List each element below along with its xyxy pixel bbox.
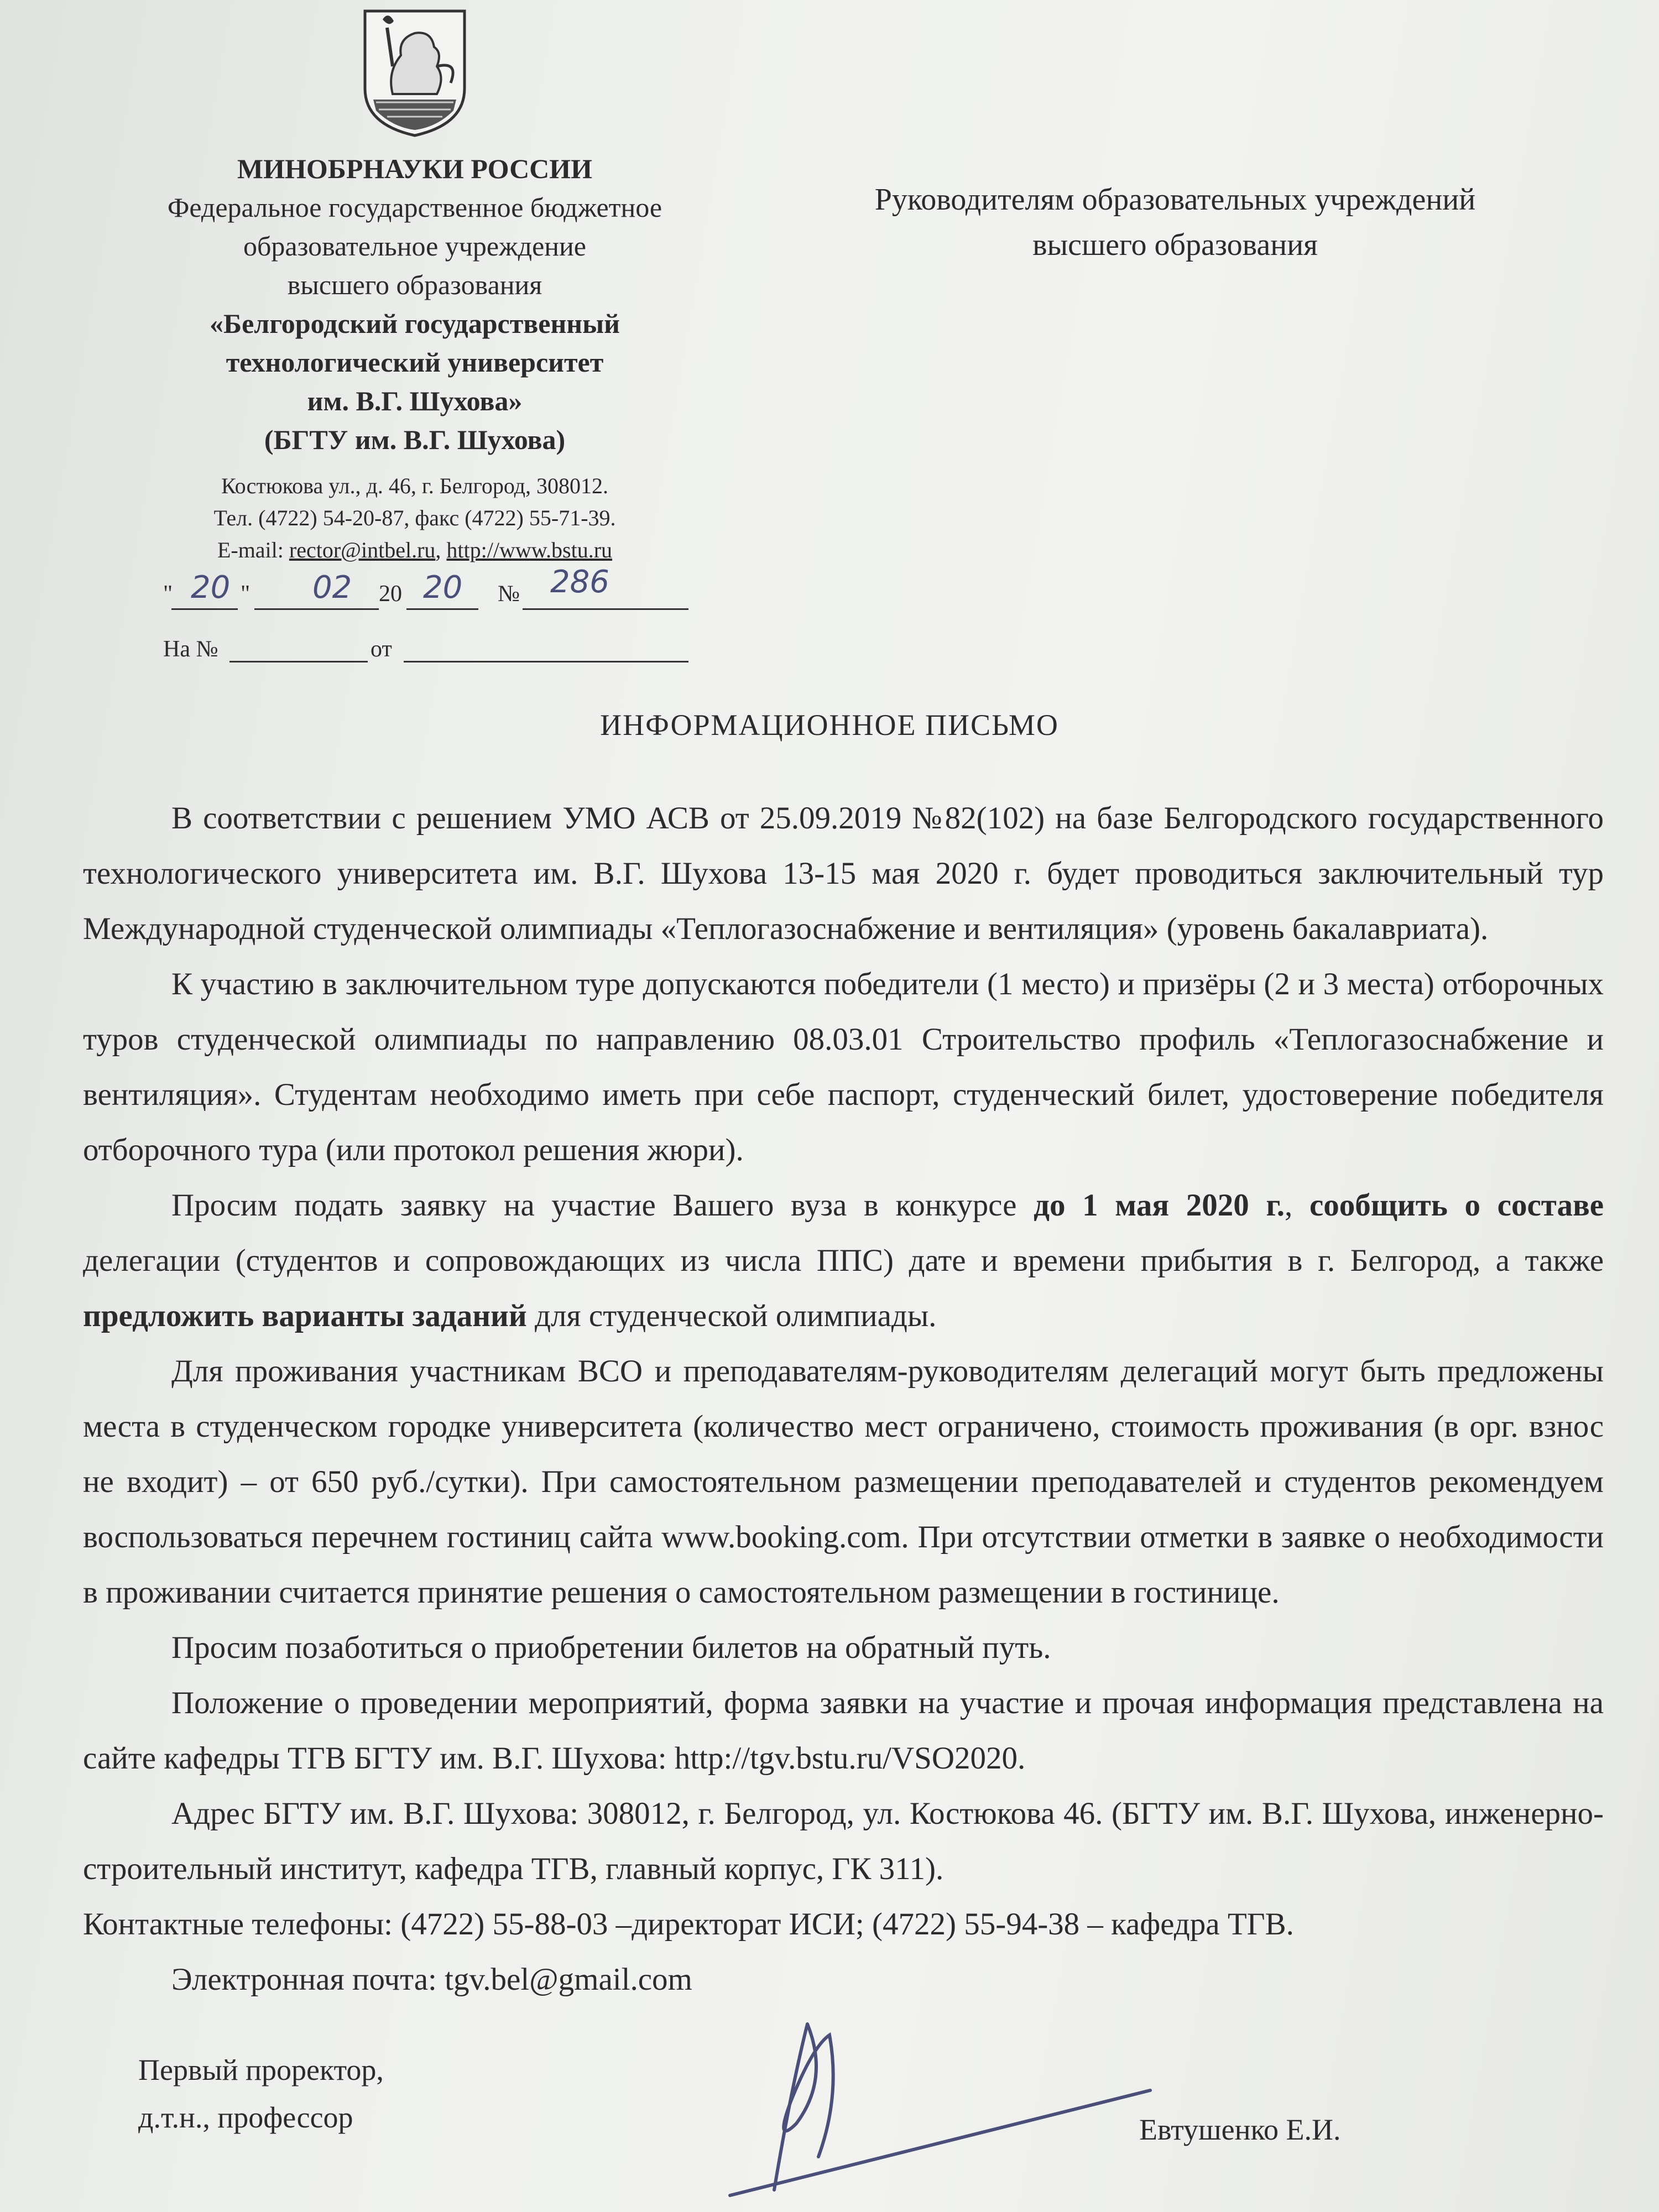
paragraph-9-email: Электронная почта: tgv.bel@gmail.com xyxy=(171,1962,692,1997)
letter-body xyxy=(83,791,1604,2007)
p3-text-c: , xyxy=(1285,1188,1310,1223)
signer-position xyxy=(138,2046,384,2141)
p3-text-e: делегации (студентов и сопровождающих из числа ППС) дате и времени прибытия в г. Белгород, а также xyxy=(83,1243,1604,1278)
p3-text-a: Просим подать заявку на участие Вашего вуза в конкурсе xyxy=(171,1188,1034,1223)
year-underline xyxy=(406,608,478,610)
p3-deadline: до 1 мая 2020 г. xyxy=(1034,1188,1285,1223)
recipient-line-2: высшего образования xyxy=(1032,228,1318,262)
signer-position-line-2: д.т.н., профессор xyxy=(138,2101,353,2134)
date-day: 20 xyxy=(191,570,231,606)
university-line-1: «Белгородский государственный xyxy=(210,308,620,339)
phone-fax: Тел. (4722) 54-20-87, факс (4722) 55-71-39. xyxy=(213,505,616,530)
number-label: № xyxy=(498,581,520,607)
quote-close: " xyxy=(241,581,251,607)
date-month: 02 xyxy=(312,570,352,606)
reply-from-underline xyxy=(404,661,688,662)
postal-address: Костюкова ул., д. 46, г. Белгород, 308012. xyxy=(221,473,609,498)
paragraph-4: Для проживания участникам ВСО и преподавателям-руководителям делегаций могут быть предложены места в студенческом городке университета (количество мест ограничено, стоимость проживания (в орг. взнос не входит) – от 650 руб./сутки). При самостоятельном размещении преподавателей и студентов рекомендуем воспользоваться перечнем гостиниц сайта www.booking.com. При отсутствии отметки в заявке о необходимости в проживании считается принятие решения о самостоятельном размещении в гостинице. xyxy=(83,1354,1604,1610)
paragraph-6: Положение о проведении мероприятий, форма заявки на участие и прочая информация представлена на сайте кафедры ТГВ БГТУ им. В.Г. Шухова: http://tgv.bstu.ru/VSO2020. xyxy=(83,1686,1604,1776)
university-line-2: технологический университет xyxy=(226,347,604,378)
university-short-name: (БГТУ им. В.Г. Шухова) xyxy=(264,424,566,455)
email-website-line xyxy=(138,534,691,566)
day-underline xyxy=(171,608,238,610)
university-line-3: им. В.Г. Шухова» xyxy=(307,385,523,416)
reply-number-label: На № xyxy=(163,637,218,662)
p3-delegation-request: сообщить о составе xyxy=(1309,1188,1604,1223)
paragraph-7: Адрес БГТУ им. В.Г. Шухова: 308012, г. Белгород, ул. Костюкова 46. (БГТУ им. В.Г. Шухова, инженерно-строительный институт, кафедра ТГВ, главный корпус, ГК 311). xyxy=(83,1796,1604,1886)
year-suffix: 20 xyxy=(423,570,463,606)
org-line-1: Федеральное государственное бюджетное xyxy=(167,192,662,223)
p3-text-g: для студенческой олимпиады. xyxy=(526,1298,937,1333)
letter-number: 286 xyxy=(550,564,609,600)
month-underline xyxy=(254,608,379,610)
contact-block xyxy=(138,470,691,566)
signer-position-line-1: Первый проректор, xyxy=(138,2053,384,2086)
paragraph-8-phones: Контактные телефоны: (4722) 55-88-03 –директорат ИСИ; (4722) 55-94-38 – кафедра ТГВ. xyxy=(83,1907,1294,1942)
quote-open: " xyxy=(163,581,173,607)
paragraph-3 xyxy=(83,1178,1604,1344)
org-line-3: высшего образования xyxy=(287,269,542,300)
recipient-line-1: Руководителям образовательных учреждений xyxy=(874,182,1476,217)
paragraph-2: К участию в заключительном туре допускаются победители (1 место) и призёры (2 и 3 места) отборочных туров студенческой олимпиады по направлению 08.03.01 Строительство профиль «Теплогазоснабжение и вентиляция». Студентам необходимо иметь при себе паспорт, студенческий билет, удостоверение победителя отборочного тура (или протокол решения жюри). xyxy=(83,967,1604,1167)
ministry-name: МИНОБРНАУКИ РОССИИ xyxy=(237,153,593,184)
coat-of-arms-logo xyxy=(354,6,476,138)
website-link[interactable]: http://www.bstu.ru xyxy=(446,538,613,562)
handwritten-signature xyxy=(664,2013,1161,2212)
recipient-block xyxy=(774,177,1576,268)
reply-number-underline xyxy=(229,661,368,662)
reference-lines xyxy=(163,564,694,662)
year-prefix: 20 xyxy=(379,581,402,607)
email-label: E-mail: xyxy=(217,538,289,562)
paragraph-1: В соответствии с решением УМО АСВ от 25.09.2019 №82(102) на базе Белгородского государственного технологического университета им. В.Г. Шухова 13-15 мая 2020 г. будет проводиться заключительный тур Международной студенческой олимпиады «Теплогазоснабжение и вентиляция» (уровень бакалавриата). xyxy=(83,801,1604,946)
organization-block xyxy=(111,149,719,459)
signer-name: Евтушенко Е.И. xyxy=(1139,2113,1341,2146)
paragraph-5: Просим позаботиться о приобретении билетов на обратный путь. xyxy=(171,1630,1051,1665)
email-link[interactable]: rector@intbel.ru xyxy=(289,538,436,562)
p3-tasks-request: предложить варианты заданий xyxy=(83,1298,527,1333)
org-line-2: образовательное учреждение xyxy=(243,231,587,262)
document-title: ИНФОРМАЦИОННОЕ ПИСЬМО xyxy=(600,708,1059,742)
reply-from-label: от xyxy=(371,637,392,662)
number-underline xyxy=(523,608,688,610)
separator: , xyxy=(435,538,447,562)
